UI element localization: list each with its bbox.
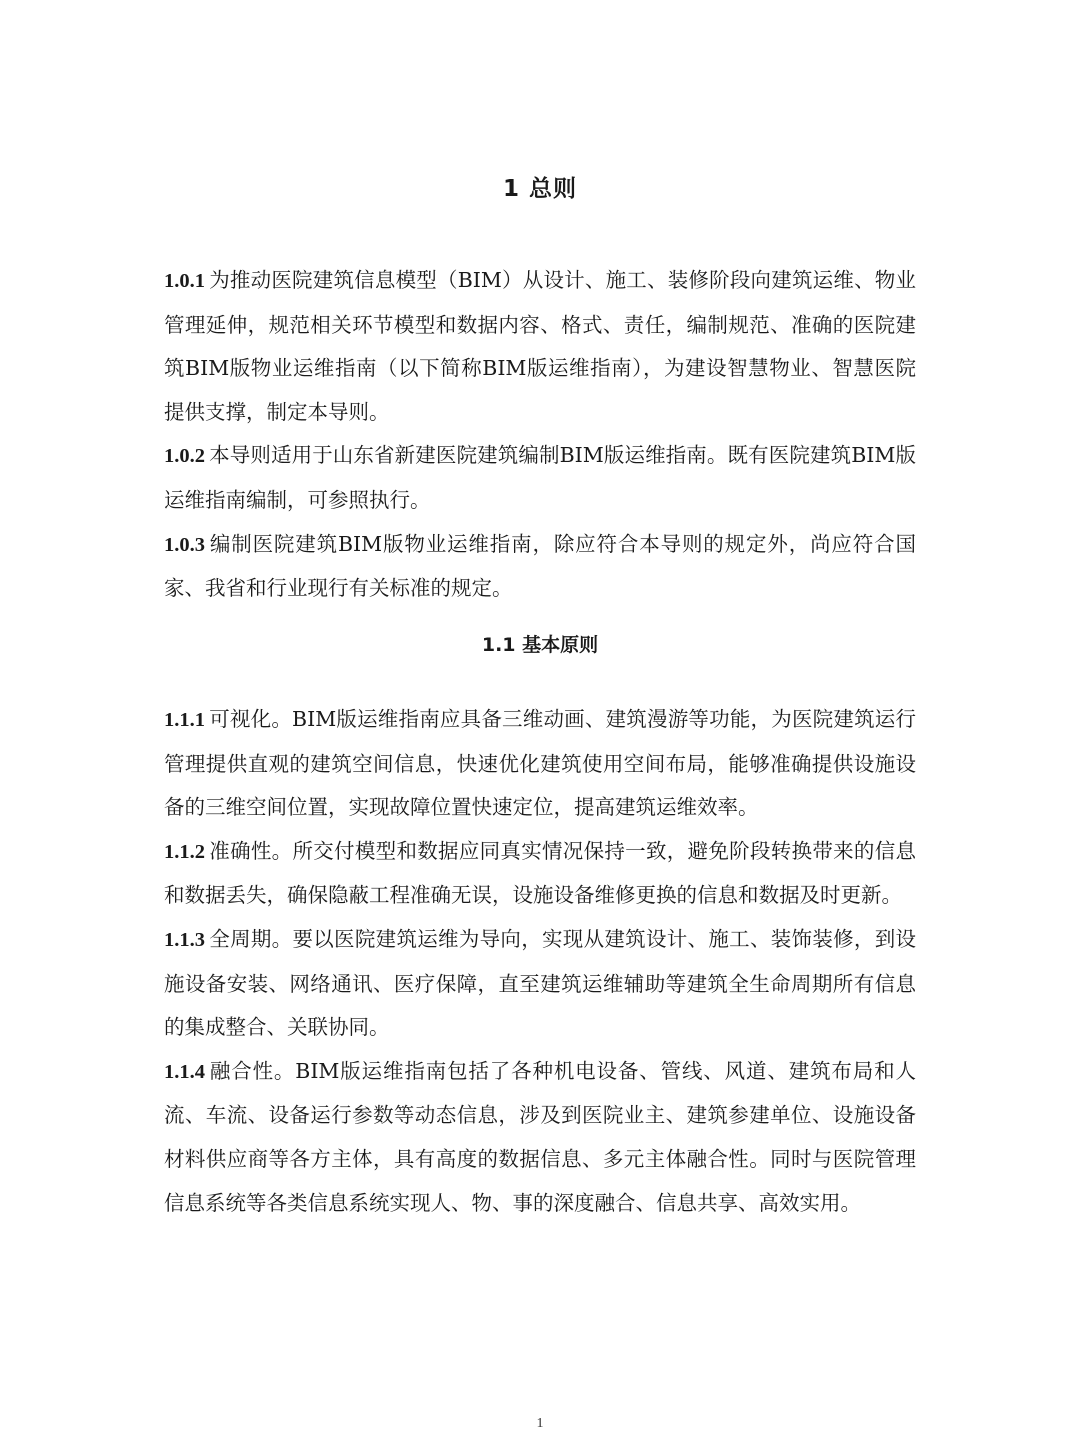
clause-number: 1.0.2 [164,445,205,468]
clause-text: 编制医院建筑BIM版物业运维指南，除应符合本导则的规定外，尚应符合国家、我省和行业现行有关标准的规定。 [164,531,916,601]
clause-1-0-3 [164,523,916,611]
general-section [164,259,916,611]
clause-text: 全周期。要以医院建筑运维为导向，实现从建筑设计、施工、装饰装修，到设施设备安装、网络通讯、医疗保障，直至建筑运维辅助等建筑全生命周期所有信息的集成整合、关联协同。 [164,926,916,1040]
section-heading: 1.1 基本原则 [481,634,599,656]
clause-text: 为推动医院建筑信息模型（BIM）从设计、施工、装修阶段向建筑运维、物业管理延伸，规范相关环节模型和数据内容、格式、责任，编制规范、准确的医院建筑BIM版物业运维指南（以下简称BIM版运维指南），为建设智慧物业、智慧医院提供支撑，制定本导则。 [164,268,916,424]
principles-section [164,698,916,1225]
clause-number: 1.0.1 [164,270,205,292]
clause-number: 1.1.3 [164,928,205,951]
clause-1-1-3 [164,918,916,1050]
clause-1-1-2 [164,830,916,918]
clause-1-1-1 [164,698,916,830]
clause-1-0-2 [164,434,916,522]
clause-1-0-1 [164,259,916,434]
chapter-heading: 1 总则 [502,176,577,202]
page-number: 1 [536,1416,544,1431]
clause-text: 可视化。BIM版运维指南应具备三维动画、建筑漫游等功能，为医院建筑运行管理提供直观的建筑空间信息，快速优化建筑使用空间布局，能够准确提供设施设备的三维空间位置，实现故障位置快速定位，提高建筑运维效率。 [164,707,916,820]
clause-text: 融合性。BIM版运维指南包括了各种机电设备、管线、风道、建筑布局和人流、车流、设备运行参数等动态信息，涉及到医院业主、建筑参建单位、设施设备材料供应商等各方主体，具有高度的数据信息、多元主体融合性。同时与医院管理信息系统等各类信息系统实现人、物、事的深度融合、信息共享、高效实用。 [164,1058,916,1215]
clause-text: 本导则适用于山东省新建医院建筑编制BIM版运维指南。既有医院建筑BIM版运维指南编制，可参照执行。 [164,443,916,512]
clause-number: 1.1.1 [164,709,205,731]
clause-text: 准确性。所交付模型和数据应同真实情况保持一致，避免阶段转换带来的信息和数据丢失，确保隐蔽工程准确无误，设施设备维修更换的信息和数据及时更新。 [164,838,916,908]
clause-number: 1.0.3 [164,533,205,556]
clause-1-1-4 [164,1050,916,1225]
clause-number: 1.1.4 [164,1060,205,1083]
clause-number: 1.1.2 [164,840,205,863]
